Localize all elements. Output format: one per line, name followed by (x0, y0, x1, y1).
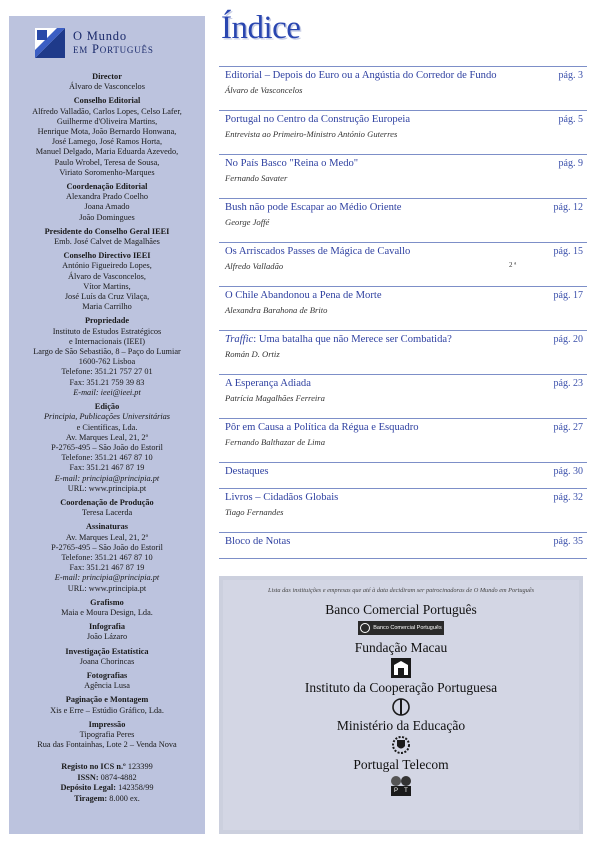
sponsors-intro-text: Lista das instituições e empresas que até à data decidiram ser patrocinadoras de O Mundo em Português (267, 587, 535, 594)
toc-entry-title-text: Portugal no Centro da Construção Europeia (225, 114, 411, 125)
credit-line: Av. Marques Leal, 21, 2º (65, 432, 149, 442)
toc-entry-main (219, 243, 587, 257)
credit-line: Joana Chorincas (79, 656, 135, 666)
credit-line: Maia e Moura Design, Lda. (61, 607, 153, 617)
toc-entry-main (219, 111, 587, 125)
toc-entry-main (219, 155, 587, 169)
toc-entry-title-text: No País Basco "Reina o Medo" (225, 158, 359, 169)
toc-entry-title-text: : Uma batalha que não Merece ser Combatida? (253, 334, 452, 345)
credit-heading: Director (92, 72, 122, 81)
toc-entry-author-text: Alexandra Barahona de Brito (225, 305, 328, 315)
sponsor-name: Instituto da Cooperação Portuguesa (304, 680, 498, 695)
credit-heading: Conselho Editorial (73, 96, 141, 106)
toc-entry-page: pág. 9 (558, 158, 583, 169)
toc-entry-author (219, 389, 587, 403)
toc-entry-page: pág. 3 (558, 70, 583, 81)
credit-line: E-mail: ieei@ieei.pt (73, 387, 141, 397)
toc-entry-author-text: Entrevista ao Primeiro-Ministro António Guterres (225, 129, 398, 139)
icp-logo-icon (392, 698, 410, 716)
toc-entry-title[interactable] (225, 536, 290, 547)
credit-line: Álvaro de Vasconcelos, (68, 271, 146, 281)
toc-end-rule (219, 558, 587, 559)
credit-line: Alfredo Valladão, Carlos Lopes, Celso Lafer, (32, 106, 182, 116)
toc-entry-title-text: Destaques (225, 466, 269, 477)
credit-line: Alexandra Prado Coelho (65, 192, 149, 202)
toc-entry-title-text: Bloco de Notas (225, 536, 291, 547)
credit-heading: Assinaturas (86, 522, 128, 532)
registration-line (15, 773, 199, 783)
registration-value: 0874-4882 (100, 772, 137, 782)
credit-line: Manuel Delgado, Maria Eduarda Azevedo, (35, 147, 179, 157)
credit-line: Fax: 351.21 467 87 19 (69, 563, 145, 573)
toc-entry-page: pág. 12 (553, 202, 583, 213)
credit-line: Fax: 351.21 759 39 83 (69, 377, 145, 387)
toc-entry[interactable] (219, 418, 587, 462)
toc-entry-author-text: Patrícia Magalhães Ferreira (225, 393, 325, 403)
credit-line: e Científicas, Lda. (76, 422, 138, 432)
credit-heading: Edição (94, 402, 120, 412)
toc-entry-title-text: Os Arriscados Passes de Mágica de Cavallo (225, 246, 411, 257)
toc-entry-title[interactable] (225, 378, 311, 389)
index-column (219, 0, 587, 847)
toc-entry-page: pág. 5 (558, 114, 583, 125)
credit-line: José Lamego, José Ramos Horta, (51, 137, 163, 147)
masthead-registration (15, 762, 199, 804)
credit-line: Fax: 351.21 467 87 19 (69, 463, 145, 473)
credit-block (15, 647, 199, 667)
toc-entry-title-text: O Chile Abandonou a Pena de Morte (225, 290, 382, 301)
masthead-column (9, 16, 205, 834)
toc-entry-title-text: Editorial – Depois do Euro ou a Angústia do Corredor de Fundo (225, 70, 497, 81)
toc-entry-author (219, 345, 587, 359)
credit-heading: Investigação Estatística (65, 646, 149, 656)
credit-line: Tipografia Peres (79, 729, 135, 739)
sponsors-box (219, 576, 583, 834)
toc-entry[interactable] (219, 488, 587, 532)
credit-heading: Coordenação de Produção (60, 497, 154, 507)
toc-entry-author-text: Fernando Balthazar de Lima (225, 437, 326, 447)
registration-value: 8.000 ex. (109, 793, 140, 803)
toc-entry-title-text: A Esperança Adiada (225, 378, 311, 389)
credit-line: Álvaro de Vasconcelos (69, 82, 145, 92)
credit-block (15, 227, 199, 247)
credit-line: E-mail: principia@principia.pt (54, 473, 160, 483)
toc-entry-main (219, 331, 587, 345)
toc-entry-author-text: Álvaro de Vasconcelos (225, 85, 303, 95)
credit-line: Agência Lusa (84, 681, 130, 691)
credit-line: Av. Marques Leal, 21, 2º (65, 532, 149, 542)
credit-block (15, 251, 199, 312)
toc-entry-author (219, 257, 587, 271)
registration-line (15, 762, 199, 772)
credit-line: Rua das Fontainhas, Lote 2 – Venda Nova (37, 740, 177, 750)
publication-logo (35, 28, 199, 58)
page-title: Índice (221, 10, 301, 46)
credit-block (15, 316, 199, 398)
registration-label: Registo no ICS n.º (61, 762, 126, 772)
sponsor-name: Ministério da Educação (336, 718, 466, 733)
credit-line: Telefone: 351.21 467 87 10 (61, 453, 153, 463)
registration-line (15, 783, 199, 793)
sponsor-icp (223, 680, 579, 716)
credit-line: Teresa Lacerda (81, 508, 133, 518)
toc-entry-page: pág. 32 (553, 492, 583, 503)
fundacao-macau-logo-icon (391, 658, 411, 678)
toc-entry-author (219, 81, 587, 95)
toc-entry-title[interactable] (225, 70, 497, 81)
registration-value: 142358/99 (118, 783, 154, 793)
toc-entry-title[interactable] (225, 246, 410, 257)
registration-line (15, 794, 199, 804)
portugal-telecom-logo-icon: P T (391, 776, 411, 796)
toc-entry-title[interactable] (225, 466, 269, 477)
credit-line: URL: www.principia.pt (67, 583, 147, 593)
toc-entry-author-text: Alfredo Valladão (225, 261, 284, 271)
toc-entry[interactable] (219, 110, 587, 154)
credit-line: Emb. José Calvet de Magalhães (54, 237, 160, 247)
publication-title-line1: O Mundo (73, 29, 127, 43)
credit-line: e Internacionais (IEEI) (68, 336, 145, 346)
registration-value: 123399 (127, 762, 153, 772)
masthead-credits (15, 72, 199, 750)
credit-line: URL: www.principia.pt (67, 483, 147, 493)
toc-entry-title[interactable] (225, 290, 382, 301)
credit-line: José Luís da Cruz Vilaça, (64, 292, 150, 302)
registration-label: Tiragem: (74, 793, 108, 803)
toc-entry-page: pág. 35 (553, 536, 583, 547)
toc-entry-title-text: Bush não pode Escapar ao Médio Oriente (225, 202, 402, 213)
credit-line: Principia, Publicações Universitárias (43, 412, 171, 422)
credit-line: 1600-762 Lisboa (78, 357, 136, 367)
publication-title (73, 30, 154, 56)
toc-entry[interactable] (219, 532, 587, 558)
toc-entry[interactable] (219, 374, 587, 418)
credit-heading: Coordenação Editorial (66, 182, 148, 192)
toc-entry-title[interactable] (225, 158, 358, 169)
credit-line: Vítor Martins, (83, 281, 131, 291)
sponsor-fundacao-macau (223, 640, 579, 678)
sponsor-name: Banco Comercial Português (325, 602, 477, 617)
toc-entry-author-text: Román D. Ortiz (225, 349, 280, 359)
credit-block (15, 182, 199, 223)
credit-line: João Domingues (79, 212, 135, 222)
credit-line: João Lázaro (86, 632, 128, 642)
credit-block (15, 402, 199, 494)
bcp-logo-icon (358, 621, 444, 635)
publication-title-line2: em Português (73, 42, 154, 56)
credit-line: P-2765-495 – São João do Estoril (51, 442, 163, 452)
credit-block (15, 671, 199, 691)
toc-entry-main (219, 287, 587, 301)
toc-entry[interactable] (219, 198, 587, 242)
toc-entry[interactable] (219, 286, 587, 330)
credit-line: Maria Carrilho (82, 302, 132, 312)
toc-entry-mark: 2 ª (509, 261, 517, 269)
toc-entry-main (219, 533, 587, 547)
toc-entry-author (219, 125, 587, 139)
credit-line: Telefone: 351.21 467 87 10 (61, 552, 153, 562)
toc-entry-page: pág. 23 (553, 378, 583, 389)
credit-line: Paulo Wrobel, Teresa de Sousa, (54, 157, 160, 167)
sponsor-ministerio-educacao (223, 718, 579, 755)
credit-line: Largo de São Sebastião, 8 – Paço do Lumiar (33, 347, 181, 357)
toc-entry[interactable] (219, 330, 587, 374)
toc-entry-page: pág. 20 (553, 334, 583, 345)
credit-line: Instituto de Estudos Estratégicos (52, 326, 162, 336)
credit-line: Xis e Erre – Estúdio Gráfico, Lda. (50, 705, 164, 715)
credit-block (15, 695, 199, 715)
toc-entry[interactable] (219, 242, 587, 286)
credit-block (15, 96, 199, 178)
toc-entry-author (219, 433, 587, 447)
publication-logo-icon (35, 28, 65, 58)
registration-label: Depósito Legal: (60, 783, 116, 793)
toc-entry[interactable] (219, 66, 587, 110)
toc-entry[interactable] (219, 154, 587, 198)
toc-entry-author (219, 213, 587, 227)
credit-heading: Propriedade (84, 316, 130, 326)
toc-entry-page: pág. 30 (553, 466, 583, 477)
credit-line: António Figueiredo Lopes, (62, 261, 152, 271)
credit-line: Guilherme d'Oliveira Martins, (56, 116, 158, 126)
toc-entry-main (219, 463, 587, 477)
toc-entry-title[interactable] (225, 422, 419, 433)
credit-heading: Presidente do Conselho Geral IEEI (44, 226, 170, 236)
bcp-logo-text: Banco Comercial Português (373, 625, 442, 631)
toc-entry-main (219, 199, 587, 213)
credit-heading: Fotografias (86, 670, 128, 680)
toc-entry-title[interactable] (225, 492, 338, 503)
sponsors-intro (223, 587, 579, 594)
credit-block (15, 72, 199, 92)
toc-entry-page: pág. 15 (553, 246, 583, 257)
credit-heading: Paginação e Montagem (65, 695, 149, 705)
toc-entry[interactable] (219, 462, 587, 488)
credit-block (15, 522, 199, 593)
toc-entry-author (219, 169, 587, 183)
credit-block (15, 622, 199, 642)
toc-entry-title[interactable] (225, 334, 452, 345)
credit-line: Telefone: 351.21 757 27 01 (61, 367, 153, 377)
toc-entry-title[interactable] (225, 202, 402, 213)
registration-label: ISSN: (77, 772, 99, 782)
toc-entry-title[interactable] (225, 114, 410, 125)
coat-of-arms-icon (390, 735, 412, 755)
sponsor-bcp (223, 602, 579, 635)
credit-block (15, 498, 199, 518)
credit-heading: Infografia (89, 622, 125, 632)
credit-block (15, 598, 199, 618)
toc-entry-main (219, 67, 587, 81)
toc-entry-main (219, 489, 587, 503)
credit-heading: Conselho Directivo IEEI (63, 251, 151, 261)
credit-heading: Grafismo (90, 597, 124, 607)
toc-entry-title-text: Pôr em Causa a Política da Régua e Esquadro (225, 422, 419, 433)
credit-line: Henrique Mota, João Bernardo Honwana, (37, 127, 177, 137)
toc-entry-author-text: Tiago Fernandes (225, 507, 284, 517)
credit-line: E-mail: principia@principia.pt (54, 573, 160, 583)
sponsor-name: Portugal Telecom (353, 757, 449, 772)
toc-entry-author (219, 301, 587, 315)
credit-line: Viriato Soromenho-Marques (59, 167, 155, 177)
toc-entry-author-text: George Joffé (225, 217, 270, 227)
toc-entry-page: pág. 27 (553, 422, 583, 433)
credit-heading: Impressão (88, 719, 126, 729)
sponsor-portugal-telecom (223, 757, 579, 796)
toc-entry-title-text: Livros – Cidadãos Globais (225, 492, 339, 503)
toc-entry-author (219, 503, 587, 517)
toc-entry-main (219, 419, 587, 433)
credit-line: Joana Amado (84, 202, 130, 212)
toc-entry-title-italic: Traffic (225, 334, 254, 345)
credit-line: P-2765-495 – São João do Estoril (51, 542, 163, 552)
toc-entry-page: pág. 17 (553, 290, 583, 301)
sponsor-name: Fundação Macau (354, 640, 448, 655)
credit-block (15, 720, 199, 751)
table-of-contents (219, 66, 587, 559)
toc-entry-main (219, 375, 587, 389)
toc-entry-author-text: Fernando Savater (225, 173, 288, 183)
